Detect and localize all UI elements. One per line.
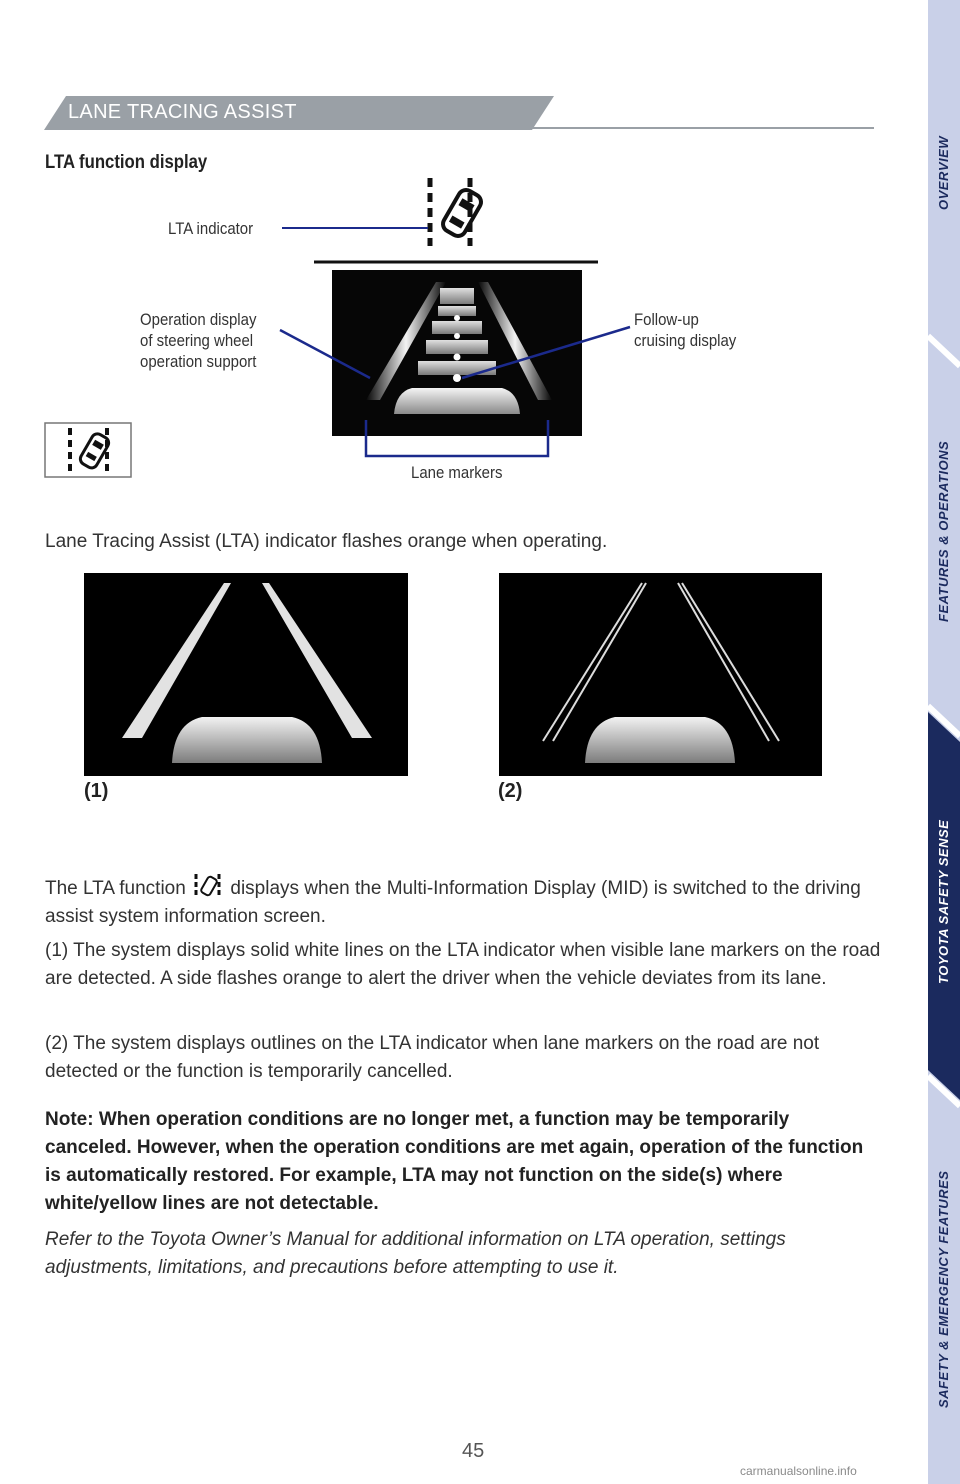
watermark: carmanualsonline.info: [740, 1464, 857, 1478]
lta-small-icon-box: [45, 423, 131, 477]
refer-text: Refer to the Toyota Owner’s Manual for additional information on LTA operation, settings adjustments, limitations, and precautions before attempting to use it.: [45, 1229, 786, 1278]
example-image-outline: [499, 573, 822, 776]
sidebar: [928, 0, 960, 1484]
note-text: Note: When operation conditions are no longer met, a function may be temporarily canceled. However, when the operation conditions are met again, operation of the function is automatically restored. For example, LTA may not function on the side(s) where white/yellow lines are not detectable.: [45, 1109, 864, 1214]
paragraph-solid-lines: (1) The system displays solid white lines on the LTA indicator when visible lane markers on the road are detected. A side flashes orange to alert the driver when the vehicle deviates from its lane.: [45, 940, 881, 989]
lta-indicator-label: LTA indicator: [168, 219, 254, 238]
sidebar-tab-features[interactable]: FEATURES & OPERATIONS: [936, 440, 951, 622]
intro-text: Lane Tracing Assist (LTA) indicator flashes orange when operating.: [45, 531, 608, 552]
lta-inline-icon: [191, 873, 225, 899]
sidebar-tab-emergency[interactable]: SAFETY & EMERGENCY FEATURES: [936, 1170, 951, 1408]
lta-indicator-icon: [430, 178, 484, 246]
sidebar-tab-safety-sense[interactable]: TOYOTA SAFETY SENSE: [936, 819, 951, 984]
paragraph-lta-function: The LTA function displays when the Multi-Information Display (MID) is switched to the driving assist system information screen.: [45, 873, 885, 931]
section-title: LTA function display: [45, 152, 208, 173]
lane-markers-label: Lane markers: [411, 463, 503, 482]
paragraph-outlines: (2) The system displays outlines on the LTA indicator when lane markers on the road are not detected or the function is temporarily cancelled.: [45, 1033, 820, 1082]
follow-up-label: Follow-up cruising display: [634, 310, 737, 350]
lta-diagram: [0, 0, 928, 520]
banner-title: LANE TRACING ASSIST: [68, 101, 297, 123]
image-label-1: (1): [84, 780, 109, 802]
example-image-solid: [84, 573, 408, 776]
sidebar-tab-overview[interactable]: OVERVIEW: [936, 135, 951, 210]
operation-display-label: Operation display of steering wheel operation support: [140, 310, 257, 371]
image-label-2: (2): [498, 780, 523, 802]
page-number: 45: [462, 1440, 485, 1462]
